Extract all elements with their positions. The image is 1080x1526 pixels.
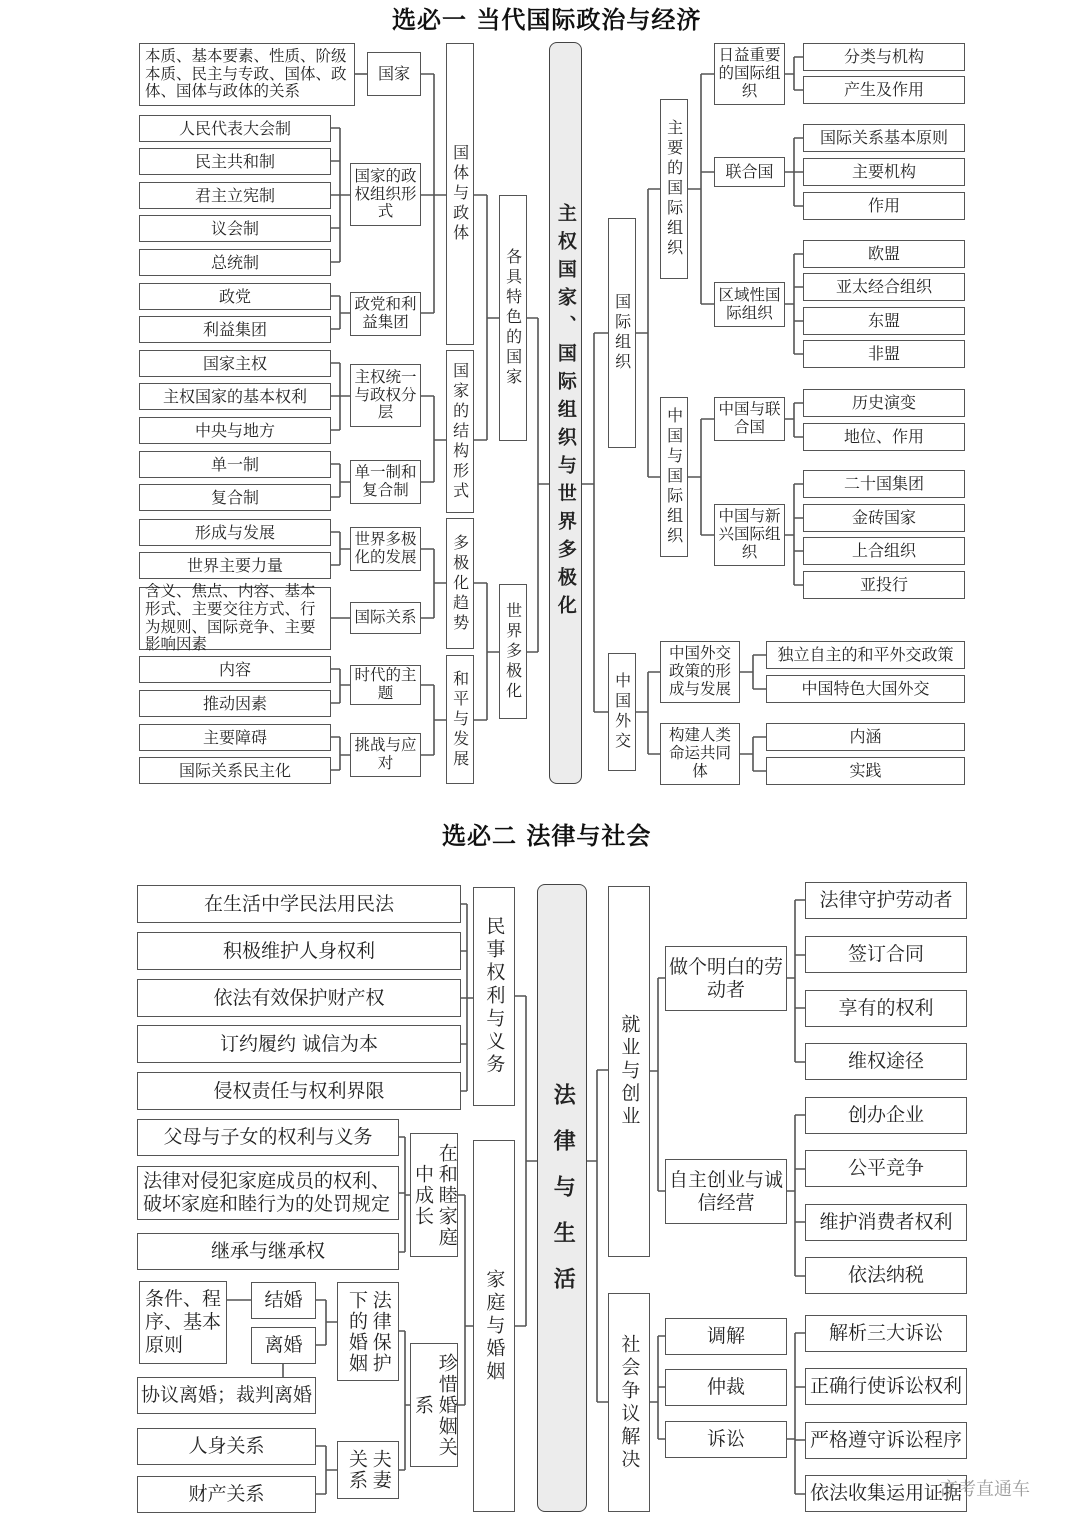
node-state-structure: 国家的结构形式 [446, 350, 474, 513]
leaf-pay-taxes: 依法纳税 [805, 1257, 967, 1294]
node-dispute-resolution: 社会争议解决 [608, 1293, 650, 1512]
watermark: 高考直通车 [940, 1479, 1030, 1500]
leaf-parent-child-rights: 父母与子女的权利与义务 [137, 1119, 399, 1156]
leaf-collect-evidence: 依法收集运用证据 [805, 1475, 967, 1512]
leaf-driving-factors: 推动因素 [139, 690, 331, 717]
leaf-unitary: 单一制 [139, 451, 331, 478]
leaf-democratic-republic: 民主共和制 [139, 148, 331, 175]
node-sovereign-unity-layered: 主权统一与政权分层 [350, 364, 421, 427]
leaf-sovereign-rights: 主权国家的基本权利 [139, 383, 331, 410]
leaf-aiib: 亚投行 [803, 571, 965, 599]
node-china-and-intl-orgs: 中国与国际组织 [660, 397, 688, 557]
leaf-brics: 金砖国家 [803, 504, 965, 532]
leaf-constitutional-monarchy: 君主立宪制 [139, 182, 331, 209]
node-civil-rights-obligations: 民事权利与义务 [473, 887, 515, 1106]
node-multipolar-development: 世界多极化的发展 [350, 527, 421, 571]
node-litigation: 诉讼 [665, 1421, 787, 1458]
diagram1-root-node: 主权国家、国际组织与世界多极化 [549, 42, 582, 784]
leaf-follow-procedure: 严格遵守诉讼程序 [805, 1422, 967, 1459]
leaf-main-organs: 主要机构 [803, 158, 965, 186]
leaf-exercise-litigation-rights: 正确行使诉讼权利 [805, 1368, 967, 1405]
node-china-and-un: 中国与联合国 [714, 397, 785, 441]
node-parties-interest-groups: 政党和利益集团 [350, 292, 421, 336]
leaf-g20: 二十国集团 [803, 470, 965, 498]
node-marriage-under-law: 法律保护下的婚姻 [337, 1282, 399, 1381]
leaf-fair-competition: 公平竞争 [805, 1150, 967, 1187]
node-diplomatic-policy-formation: 中国外交政策的形成与发展 [660, 641, 740, 703]
node-international-relations: 国际关系 [350, 602, 421, 634]
leaf-three-litigations: 解析三大诉讼 [805, 1315, 967, 1352]
node-spousal-relations: 夫妻关系 [337, 1441, 399, 1499]
node-distinctive-countries: 各具特色的国家 [499, 195, 527, 441]
leaf-international-relations-detail: 含义、焦点、内容、基本形式、主要交往方式、行为规则、国际竞争、主要影响因素 [139, 587, 331, 650]
leaf-tort-liability: 侵权责任与权利界限 [137, 1072, 461, 1110]
leaf-practice: 实践 [766, 757, 965, 785]
node-divorce: 离婚 [251, 1327, 316, 1364]
leaf-content: 内容 [139, 656, 331, 683]
leaf-divorce-types: 协议离婚；裁判离婚 [137, 1377, 316, 1414]
leaf-personal-relations: 人身关系 [137, 1428, 316, 1465]
node-theme-of-era: 时代的主题 [350, 665, 421, 705]
leaf-status-role: 地位、作用 [803, 423, 965, 451]
leaf-contract-integrity: 订约履约 诚信为本 [137, 1025, 461, 1063]
leaf-main-obstacles: 主要障碍 [139, 724, 331, 751]
leaf-state-sovereignty: 国家主权 [139, 350, 331, 377]
leaf-origin-function: 产生及作用 [803, 76, 965, 104]
leaf-state-essence: 本质、基本要素、性质、阶级本质、民主与专政、国体、政体、国体与政体的关系 [139, 43, 355, 106]
node-chinese-diplomacy: 中国外交 [608, 653, 636, 771]
node-united-nations: 联合国 [714, 157, 785, 187]
leaf-law-protects-workers: 法律守护劳动者 [805, 882, 967, 919]
leaf-entitled-rights: 享有的权利 [805, 990, 967, 1027]
leaf-presidential: 总统制 [139, 249, 331, 276]
node-challenges-responses: 挑战与应对 [350, 733, 421, 777]
node-regional-orgs: 区域性国际组织 [714, 282, 785, 327]
leaf-property-relations: 财产关系 [137, 1476, 316, 1513]
leaf-sco: 上合组织 [803, 537, 965, 565]
node-informed-worker: 做个明白的劳动者 [665, 946, 787, 1011]
node-multipolar-trend: 多极化趋势 [446, 518, 474, 649]
leaf-un-function: 作用 [803, 192, 965, 220]
leaf-historical-evolution: 历史演变 [803, 389, 965, 417]
leaf-classification-agencies: 分类与机构 [803, 43, 965, 71]
leaf-african-union: 非盟 [803, 340, 965, 368]
leaf-asean: 东盟 [803, 307, 965, 335]
leaf-eu: 欧盟 [803, 240, 965, 268]
leaf-parliamentary: 议会制 [139, 215, 331, 242]
node-state-and-regime: 国体与政体 [446, 43, 474, 345]
leaf-interest-group: 利益集团 [139, 316, 331, 343]
leaf-apec: 亚太经合组织 [803, 273, 965, 301]
node-cherish-marriage: 珍惜婚姻关系 [410, 1343, 458, 1467]
node-world-multipolarity: 世界多极化 [499, 584, 527, 719]
leaf-start-business: 创办企业 [805, 1097, 967, 1134]
leaf-independent-peaceful-policy: 独立自主的和平外交政策 [766, 641, 965, 669]
node-china-and-emerging-orgs: 中国与新兴国际组织 [714, 504, 785, 566]
leaf-major-country-diplomacy: 中国特色大国外交 [766, 675, 965, 703]
leaf-formation-development: 形成与发展 [139, 519, 331, 546]
node-community-shared-future: 构建人类命运共同体 [660, 723, 740, 785]
leaf-political-party: 政党 [139, 283, 331, 310]
node-harmonious-family: 在和睦家庭中成长 [410, 1133, 458, 1257]
node-unitary-and-composite: 单一制和复合制 [350, 460, 421, 504]
leaf-family-violation-penalties: 法律对侵犯家庭成员的权利、破坏家庭和睦行为的处罚规定 [137, 1166, 399, 1220]
node-employment-entrepreneurship: 就业与创业 [608, 886, 650, 1257]
node-state: 国家 [367, 52, 421, 96]
node-regime-form: 国家的政权组织形式 [350, 163, 421, 226]
node-self-employment-integrity: 自主创业与诚信经营 [665, 1159, 787, 1224]
node-peace-development: 和平与发展 [446, 655, 474, 784]
leaf-basic-principles: 国际关系基本原则 [803, 124, 965, 152]
leaf-sign-contract: 签订合同 [805, 936, 967, 973]
node-family-marriage: 家庭与婚姻 [473, 1140, 515, 1512]
leaf-central-local: 中央与地方 [139, 417, 331, 444]
leaf-composite: 复合制 [139, 484, 331, 511]
node-major-intl-orgs: 主要的国际组织 [660, 99, 688, 279]
leaf-npc-system: 人民代表大会制 [139, 115, 331, 142]
leaf-protect-personal-rights: 积极维护人身权利 [137, 932, 461, 970]
leaf-rights-protection: 维权途径 [805, 1043, 967, 1080]
leaf-connotation: 内涵 [766, 723, 965, 751]
leaf-learn-civil-code: 在生活中学民法用民法 [137, 885, 461, 923]
node-increasingly-important-orgs: 日益重要的国际组织 [714, 43, 785, 105]
diagram2-title: 选必二 法律与社会 [442, 822, 652, 850]
leaf-protect-property-rights: 依法有效保护财产权 [137, 979, 461, 1017]
node-mediation: 调解 [665, 1318, 787, 1355]
leaf-democratization: 国际关系民主化 [139, 757, 331, 784]
diagram1-title: 选必一 当代国际政治与经济 [392, 6, 702, 34]
leaf-marriage-conditions: 条件、程序、基本原则 [139, 1281, 227, 1364]
node-international-organizations: 国际组织 [608, 218, 636, 448]
node-arbitration: 仲裁 [665, 1369, 787, 1406]
leaf-consumer-rights: 维护消费者权利 [805, 1204, 967, 1241]
leaf-inheritance: 继承与继承权 [137, 1233, 399, 1270]
node-marriage: 结婚 [251, 1282, 316, 1319]
leaf-major-world-forces: 世界主要力量 [139, 552, 331, 579]
diagram2-root-node: 法律与生活 [537, 884, 587, 1512]
